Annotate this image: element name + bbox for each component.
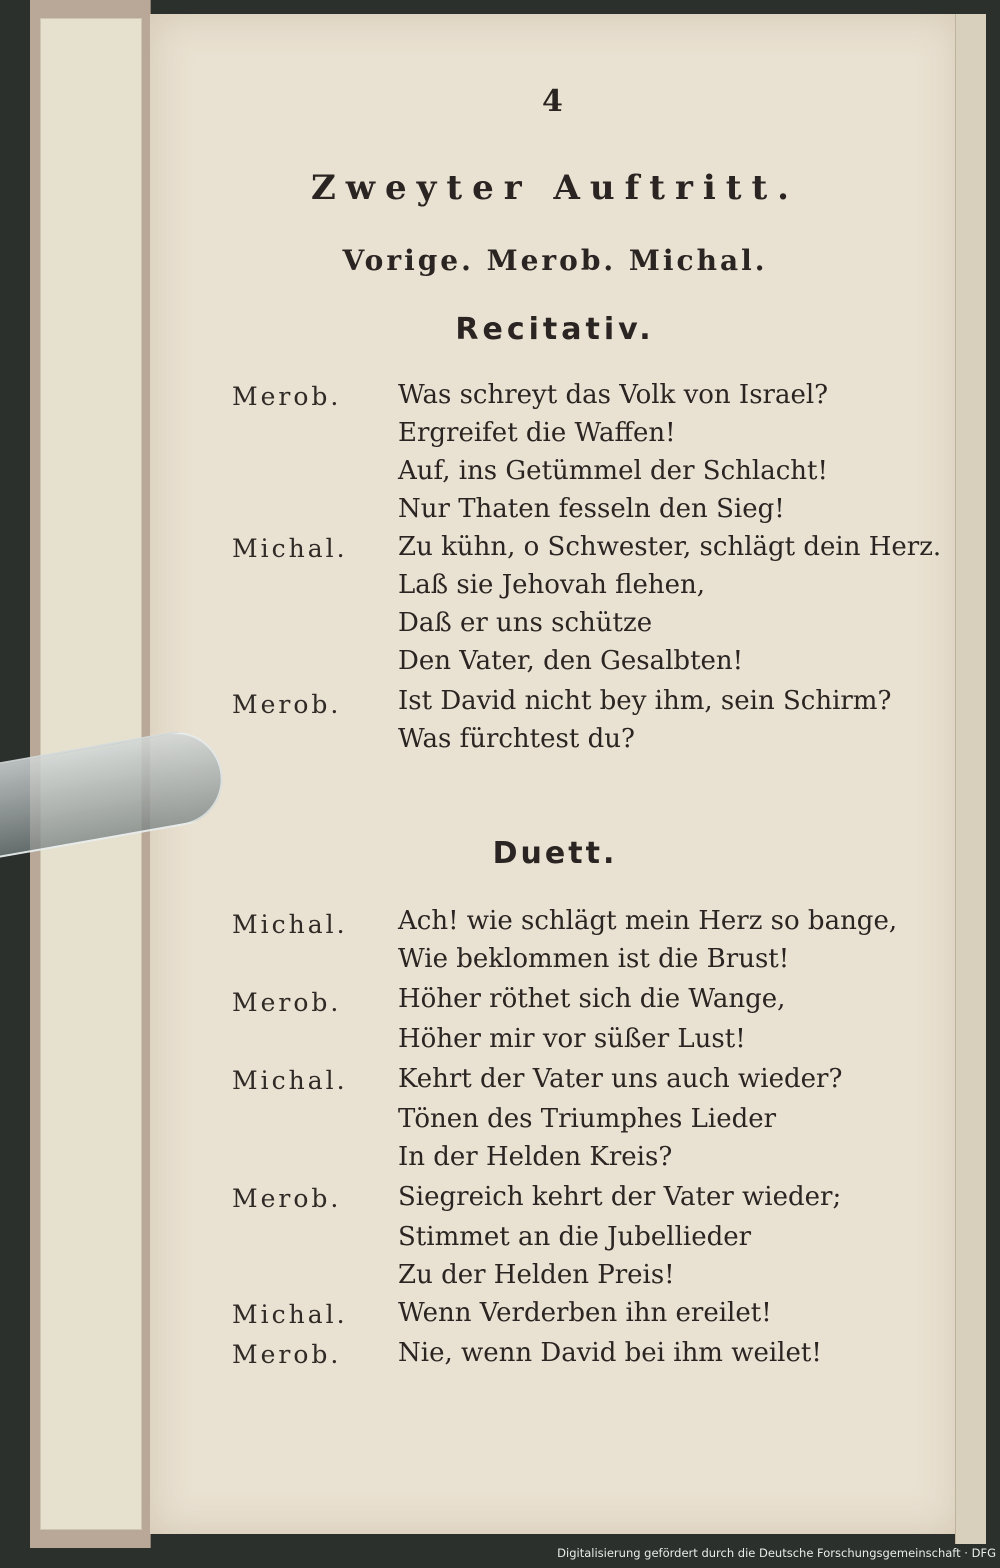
verse-line: Laß sie Jehovah flehen, [398,570,705,600]
verse-line: Stimmet an die Jubellieder [398,1222,752,1252]
verse-line: Höher röthet sich die Wange, [398,984,786,1014]
speaker-label: Merob. [232,988,342,1017]
section-title-recitativ: Recitativ. [455,312,655,347]
verse-line: Was fürchtest du? [398,724,635,754]
speaker-label: Michal. [232,1066,348,1095]
persons-line: Vorige. Merob. Michal. [342,244,768,277]
section-title-duett: Duett. [492,836,618,871]
speaker-label: Merob. [232,1184,342,1213]
funding-credit: Digitalisierung gefördert durch die Deutsche Forschungsgemeinschaft · DFG [557,1546,996,1560]
scene-title: Zweyter Auftritt. [310,168,800,208]
verse-line: In der Helden Kreis? [398,1142,673,1172]
verse-line: Ergreifet die Waffen! [398,418,676,448]
verse-line: Siegreich kehrt der Vater wieder; [398,1182,842,1212]
verse-line: Den Vater, den Gesalbten! [398,646,744,676]
verse-line: Auf, ins Getümmel der Schlacht! [398,456,828,486]
verse-line: Tönen des Triumphes Lieder [398,1104,777,1134]
speaker-label: Michal. [232,1300,348,1329]
speaker-label: Merob. [232,690,342,719]
verse-line: Daß er uns schütze [398,608,653,638]
verse-line: Zu kühn, o Schwester, schlägt dein Herz. [398,532,942,562]
page-number: 4 [542,84,563,119]
speaker-label: Michal. [232,534,348,563]
speaker-label: Merob. [232,382,342,411]
verse-line: Wenn Verderben ihn ereilet! [398,1298,772,1328]
verse-line: Nur Thaten fesseln den Sieg! [398,494,785,524]
verse-line: Ist David nicht bey ihm, sein Schirm? [398,686,892,716]
verse-line: Was schreyt das Volk von Israel? [398,380,829,410]
verse-line: Ach! wie schlägt mein Herz so bange, [398,906,898,936]
verse-line: Nie, wenn David bei ihm weilet! [398,1338,822,1368]
speaker-label: Michal. [232,910,348,939]
verse-line: Höher mir vor süßer Lust! [398,1024,746,1054]
verse-line: Zu der Helden Preis! [398,1260,675,1290]
speaker-label: Merob. [232,1340,342,1369]
verse-line: Kehrt der Vater uns auch wieder? [398,1064,843,1094]
verse-line: Wie beklommen ist die Brust! [398,944,790,974]
